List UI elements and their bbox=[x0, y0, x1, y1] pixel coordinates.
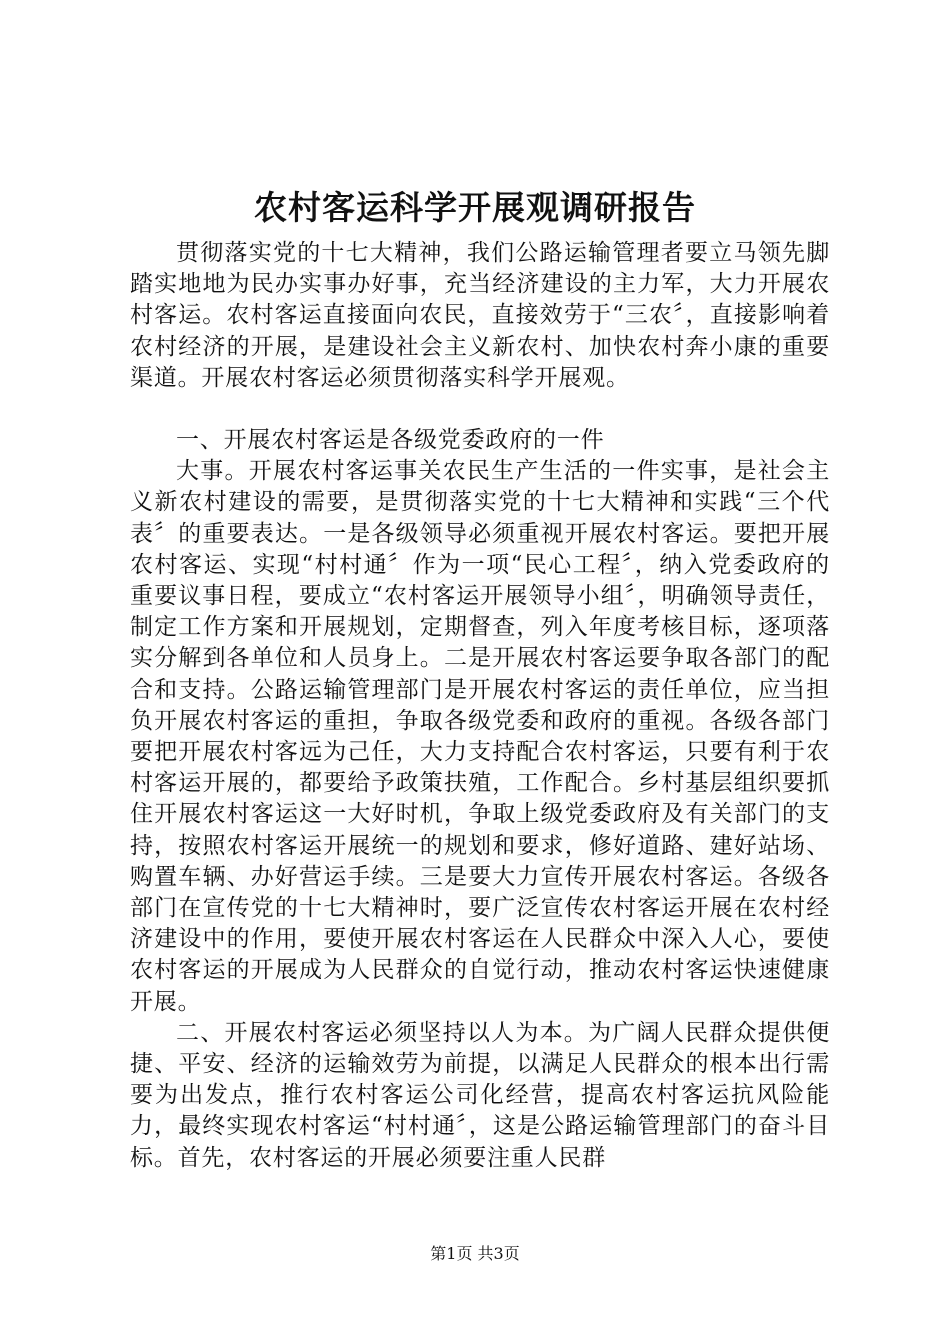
paragraph-section-1: 大事。开展农村客运事关农民生产生活的一件实事，是社会主义新农村建设的需要，是贯彻落实党的十七大精神和实践“三个代表〞的重要表达。一是各级领导必须重视开展农村客运。要把开展农村客运、实现“村村通〞作为一项“民心工程〞，纳入党委政府的重要议事日程，要成立“农村客运开展领导小组〞，明确领导责任，制定工作方案和开展规划，定期督查，列入年度考核目标，逐项落实分解到各单位和人员身上。二是开展农村客运要争取各部门的配合和支持。公路运输管理部门是开展农村客运的责任单位，应当担负开展农村客运的重担，争取各级党委和政府的重视。各级各部门要把开展农村客远为己任，大力支持配合农村客运，只要有利于农村客运开展的，都要给予政策扶殖，工作配合。乡村基层组织要抓住开展农村客运这一大好时机，争取上级党委政府及有关部门的支持，按照农村客运开展统一的规划和要求，修好道路、建好站场、购置车辆、办好营运手续。三是要大力宣传开展农村客运。各级各部门在宣传党的十七大精神时，要广泛宣传农村客运开展在农村经济建设中的作用，要使开展农村客运在人民群众中深入人心，要使农村客运的开展成为人民群众的自觉行动，推动农村客运快速健康开展。 bbox=[130, 458, 830, 1015]
paragraph-intro: 贯彻落实党的十七大精神，我们公路运输管理者要立马领先脚踏实地地为民办实事办好事，充当经济建设的主力军，大力开展农村客运。农村客运直接面向农民，直接效劳于“三农〞，直接影响着农村经济的开展，是建设社会主义新农村、加快农村奔小康的重要渠道。开展农村客运必须贯彻落实科学开展观。 bbox=[130, 240, 830, 391]
paragraph-section-2: 二、开展农村客运必须坚持以人为本。为广阔人民群众提供便捷、平安、经济的运输效劳为前提，以满足人民群众的根本出行需要为出发点，推行农村客运公司化经营，提高农村客运抗风险能力，最终实现农村客运“村村通〞，这是公路运输管理部门的奋斗目标。首先，农村客运的开展必须要注重人民群 bbox=[130, 1019, 830, 1171]
section-heading-1: 一、开展农村客运是各级党委政府的一件 bbox=[176, 427, 605, 454]
document-title: 农村客运科学开展观调研报告 bbox=[254, 188, 696, 227]
document-body bbox=[130, 238, 830, 1174]
page-footer: 第1页 共3页 bbox=[430, 1244, 520, 1263]
